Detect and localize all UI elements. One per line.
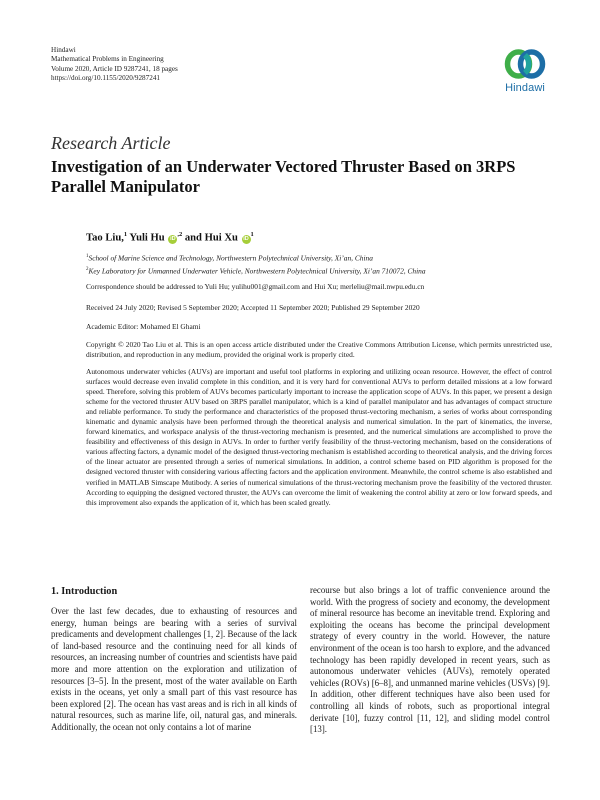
article-type: Research Article bbox=[51, 133, 171, 153]
author-name: Hui Xu bbox=[204, 232, 238, 244]
volume-info: Volume 2020, Article ID 9287241, 18 pages bbox=[51, 64, 178, 73]
publisher-logo bbox=[496, 47, 554, 94]
author-affiliation-marker: ,2 bbox=[177, 231, 183, 238]
author-affiliation-marker: 1 bbox=[123, 231, 128, 238]
journal-title: Mathematical Problems in Engineering bbox=[51, 55, 164, 64]
orcid-icon[interactable]: iD bbox=[243, 235, 249, 242]
publication-dates: Received 24 July 2020; Revised 5 September 2020; Accepted 11 September 2020; Published 29 September 2020 bbox=[86, 303, 420, 312]
abstract: Autonomous underwater vehicles (AUVs) are important and useful tool platforms in exploring and utilizing ocean resource. However, the effect of control surfaces would decrease even invalid complete in this condition, and it is very hard for conventional AUVs to perform detailed missions at a low forward speed. Therefore, solving this problem of AUVs becomes particularly important to increase the application scope of AUVs. In this paper, we present a design scheme for the vectored thruster AUV based on 3RPS parallel manipulator, which is a kind of parallel manipulator and has advantages of compact structure and reliable performance. To study the performance and characteristics of the proposed thrust-vectoring mechanism, a series of works about corresponding kinematic and dynamic analysis have been performed through the theoretical analysis and numerical simulation. In the part of kinematics, the inverse, forward kinematics, and workspace analysis of the thrust-vectoring mechanism is presented, and the numerical simulations are accomplished to prove the feasibility and effectiveness of this design in AUVs. In order to further verify feasibility of the thrust-vectoring mechanism, based on the considerations of various affecting factors, a dynamic model of the designed thrust-vectoring mechanism is established according to theoretical analysis, and the driving forces of the linear actuator are presented through a series of numerical simulations. In addition, a control scheme based on PID algorithm is proposed for the designed vectored thruster with considering various affecting factors and the application environment. Meanwhile, the control scheme is also established and verified in MATLAB Simscape Mutibody. A series of numerical simulations of the thrust-vectoring mechanism prove the feasibility of the vectored thruster. According to equipping the designed vectored thruster, the AUVs can overcome the limit of weakening the control ability at zero or low forward speeds, and this improvement also expands the application of it, which has been scaled greatly. bbox=[86, 367, 552, 507]
orcid-icon[interactable]: iD bbox=[170, 235, 176, 242]
author-list bbox=[86, 231, 254, 244]
affiliations bbox=[86, 251, 426, 278]
academic-editor: Academic Editor: Mohamed El Ghami bbox=[86, 322, 201, 331]
affiliation: $^1$School of Marine Science and Technology, Northwestern Polytechnical University, Xi’an, China bbox=[86, 253, 373, 263]
author-conjunction: and bbox=[184, 232, 202, 244]
body-right-column bbox=[310, 585, 550, 736]
section-heading: 1. Introduction bbox=[51, 586, 118, 597]
correspondence: Correspondence should be addressed to Yuli Hu; yulihu001@gmail.com and Hui Xu; merleliu@mail.nwpu.edu.cn bbox=[86, 282, 425, 291]
paragraph: recourse but also brings a lot of traffic convenience around the world. With the progress of society and economy, the development of mineral resource has become an inevitable trend. Exploring and exploiting the oceans has become the principal development strategy of every country in the world. However, the nature environment of the ocean is too harsh to explore, and the advanced technology has been rapidly developed in recent years, such as autonomous underwater vehicles (AUVs), remotely operated vehicles (ROVs) [6–8], and unmanned marine vehicles (USVs) [9]. In addition, other different techniques have also been used for controlling all kinds of robots, such as proportional integral derivate [10], fuzzy control [11, 12], and sliding model control [13]. bbox=[310, 585, 550, 735]
author-name: Yuli Hu bbox=[129, 232, 165, 244]
journal-name: Hindawi bbox=[51, 46, 76, 54]
logo-text: Hindawi bbox=[505, 82, 545, 94]
body-left-column bbox=[51, 586, 297, 734]
hindawi-logo-icon bbox=[504, 47, 546, 81]
article-title: Investigation of an Underwater Vectored Thruster Based on 3RPS Parallel Manipulator bbox=[51, 157, 516, 196]
doi-link[interactable]: https://doi.org/10.1155/2020/9287241 bbox=[51, 74, 161, 83]
paragraph: Over the last few decades, due to exhausting of resources and energy, human beings are bearing with a series of survival predicaments and development challenges [1, 2]. Because of the lack of land-based resource and the continuing need for all kinds of resources, an increasing number of countries and scientists have paid more and more attention on the exploration and utilization of resources [3–5]. In the present, most of the water available on Earth exists in the oceans, yet only a small part of this vast resource has been explored [2]. The ocean has vast areas and is rich in all kinds of natural resources, such as marine life, oil, natural gas, and minerals. Additionally, the ocean not only contains a lot of marine bbox=[51, 606, 297, 732]
author-affiliation-marker: 1 bbox=[250, 231, 254, 238]
journal-info bbox=[51, 46, 178, 84]
copyright-notice: Copyright © 2020 Tao Liu et al. This is an open access article distributed under the Creative Commons Attribution License, which permits unrestricted use, distribution, and reproduction in any medium, provided the original work is properly cited. bbox=[86, 340, 552, 359]
affiliation: $^2$Key Laboratory for Unmanned Underwater Vehicle, Northwestern Polytechnical University, Xi’an 710072, China bbox=[86, 266, 426, 276]
author-name: Tao Liu, bbox=[86, 232, 124, 244]
